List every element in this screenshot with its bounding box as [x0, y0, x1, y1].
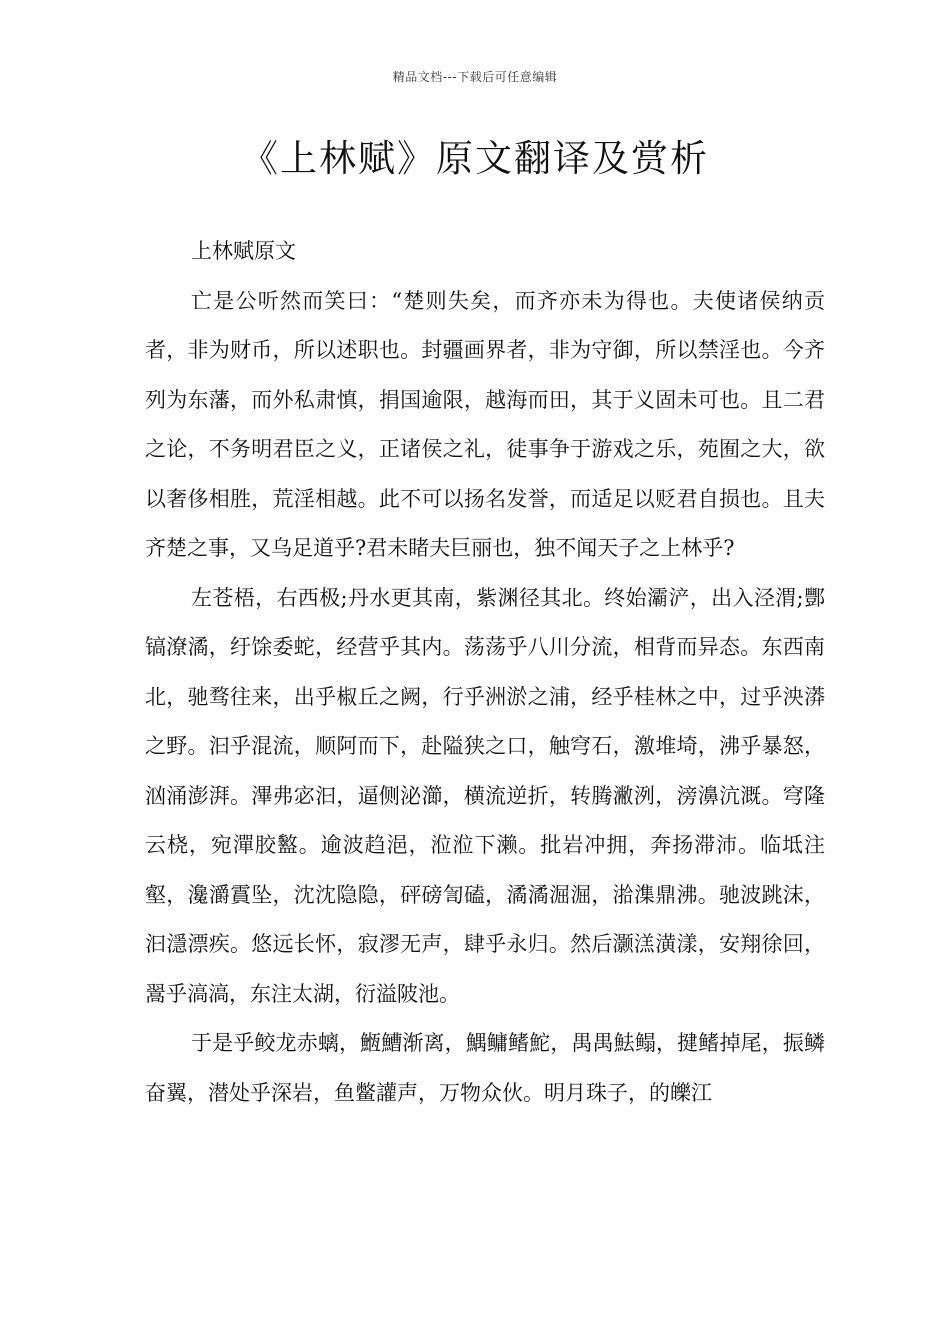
- section-heading: 上林赋原文: [191, 239, 296, 263]
- document-title: 《上林赋》原文翻译及赏析: [241, 137, 709, 180]
- body-paragraph: 于是乎鲛龙赤螭，䱭鰽渐离，鰅鳙鳍鮀，禺禺魼鳎，揵鳍掉尾，振鳞奋翼，潜处乎深岩，鱼鳖讙声，万物众伙。明月珠子，的皪江: [145, 1031, 825, 1105]
- header-note: 精品文档---下载后可任意编辑: [392, 70, 558, 84]
- body-paragraph: 左苍梧，右西极;丹水更其南，紫渊径其北。终始灞浐，出入泾渭;酆镐潦潏，纡馀委蛇，经营乎其内。荡荡乎八川分流，相背而异态。东西南北，驰骛往来，出乎椒丘之阙，行乎洲淤之浦，经乎桂林之中，过乎泱漭之野。汩乎混流，顺阿而下，赴隘狭之口，触穹石，激堆埼，沸乎暴怒，汹涌澎湃。滭弗宓汩，逼侧泌瀄，横流逆折，转腾潎洌，滂濞沆溉。穹隆云桡，宛潬胶盭。逾波趋浥，涖涖下濑。批岩冲拥，奔扬滞沛。临坻注壑，瀺灂霣坠，沈沈隐隐，砰磅訇磕，潏潏淈淈，湁潗鼎沸。驰波跳沫，汩濦漂疾。悠远长怀，寂漻无声，肆乎永归。然后灏溔潢漾，安翔徐回，翯乎滈滈，东注太湖，衍溢陂池。: [145, 585, 825, 1006]
- document-body: [145, 227, 825, 1118]
- body-paragraph: 亡是公听然而笑曰：“楚则失矣，而齐亦未为得也。夫使诸侯纳贡者，非为财币，所以述职也。封疆画界者，非为守御，所以禁淫也。今齐列为东藩，而外私肃慎，捐国逾限，越海而田，其于义固未可也。且二君之论，不务明君臣之义，正诸侯之礼，徒事争于游戏之乐，苑囿之大，欲以奢侈相胜，荒淫相越。此不可以扬名发誉，而适足以贬君自损也。且夫齐楚之事，又乌足道乎?君未睹夫巨丽也，独不闻天子之上林乎?: [145, 288, 825, 560]
